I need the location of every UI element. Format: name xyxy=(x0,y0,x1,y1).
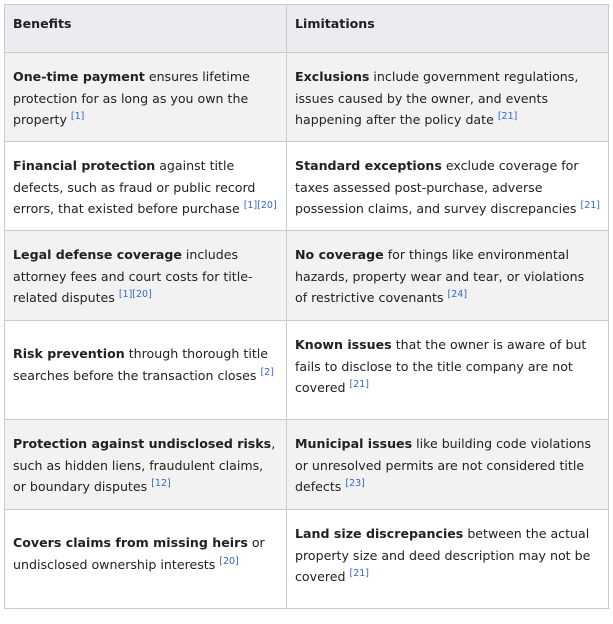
table-row xyxy=(5,510,609,609)
citation-link[interactable]: [24] xyxy=(447,289,468,300)
benefit-cell xyxy=(5,420,287,510)
citation-link[interactable]: [2] xyxy=(260,366,274,378)
limitation-cell xyxy=(287,321,609,420)
citation-link[interactable]: [20] xyxy=(219,555,239,567)
benefit-title: Legal defense coverage xyxy=(13,247,182,262)
benefit-cell xyxy=(5,142,287,231)
limitation-description: for things like environmental hazards, property wear and tear, or violations of restrictive covenants xyxy=(295,247,585,305)
citation-link[interactable]: [1] xyxy=(70,111,85,122)
benefit-cell xyxy=(5,510,287,609)
table-row xyxy=(5,53,609,142)
benefit-cell xyxy=(5,231,287,321)
limitation-description: include government regulations, issues caused by the owner, and events happening after the policy date xyxy=(295,69,579,127)
limitation-title: Standard exceptions xyxy=(295,158,442,173)
header-benefits: Benefits xyxy=(5,5,287,53)
limitation-title: Land size discrepancies xyxy=(295,526,464,541)
limitation-cell xyxy=(287,142,609,231)
limitation-title: Municipal issues xyxy=(295,436,413,451)
limitation-title: No coverage xyxy=(295,247,384,262)
benefit-title: Risk prevention xyxy=(13,346,125,361)
citation-link[interactable]: [21] xyxy=(349,379,369,390)
limitation-description: like building code violations or unresolved permits are not considered title defects xyxy=(295,436,592,494)
table-row xyxy=(5,321,609,420)
table-row xyxy=(5,231,609,321)
citation-link[interactable]: [12] xyxy=(151,478,171,489)
limitation-cell xyxy=(287,510,609,609)
benefit-cell xyxy=(5,321,287,420)
benefit-description: or undisclosed ownership interests xyxy=(13,535,265,572)
limitation-description: exclude coverage for taxes assessed post-purchase, adverse possession claims, and survey discrepancies xyxy=(295,158,581,216)
citation-link[interactable]: [1][20] xyxy=(243,200,277,211)
limitation-description: between the actual property size and deed description may not be covered xyxy=(295,526,591,584)
header-limitations: Limitations xyxy=(287,5,609,53)
benefit-cell xyxy=(5,53,287,142)
benefit-title: Protection against undisclosed risks xyxy=(13,436,272,451)
citation-link[interactable]: [21] xyxy=(497,111,518,122)
benefit-title: Financial protection xyxy=(13,158,156,173)
benefits-limitations-table-wrapper xyxy=(4,4,609,609)
limitation-title: Exclusions xyxy=(295,69,370,84)
citation-link[interactable]: [23] xyxy=(345,478,365,489)
table-header-row xyxy=(5,5,609,53)
limitation-description: that the owner is aware of but fails to disclose to the title company are not covered xyxy=(295,337,587,395)
citation-link[interactable]: [1][20] xyxy=(118,289,152,300)
table-row xyxy=(5,142,609,231)
limitation-cell xyxy=(287,231,609,321)
benefit-title: Covers claims from missing heirs xyxy=(13,535,248,550)
benefit-description: against title defects, such as fraud or public record errors, that existed before purchase xyxy=(13,158,256,216)
benefit-description: through thorough title searches before the transaction closes xyxy=(13,346,269,383)
benefit-description: , such as hidden liens, fraudulent claims, or boundary disputes xyxy=(13,436,276,494)
benefits-limitations-table xyxy=(4,4,609,609)
table-row xyxy=(5,420,609,510)
citation-link[interactable]: [21] xyxy=(580,200,601,211)
limitation-cell xyxy=(287,53,609,142)
benefit-description: includes attorney fees and court costs for title-related disputes xyxy=(13,247,253,305)
limitation-cell xyxy=(287,420,609,510)
benefit-title: One-time payment xyxy=(13,69,145,84)
benefit-description: ensures lifetime protection for as long as you own the property xyxy=(13,69,250,127)
limitation-title: Known issues xyxy=(295,337,392,352)
citation-link[interactable]: [21] xyxy=(349,568,369,579)
